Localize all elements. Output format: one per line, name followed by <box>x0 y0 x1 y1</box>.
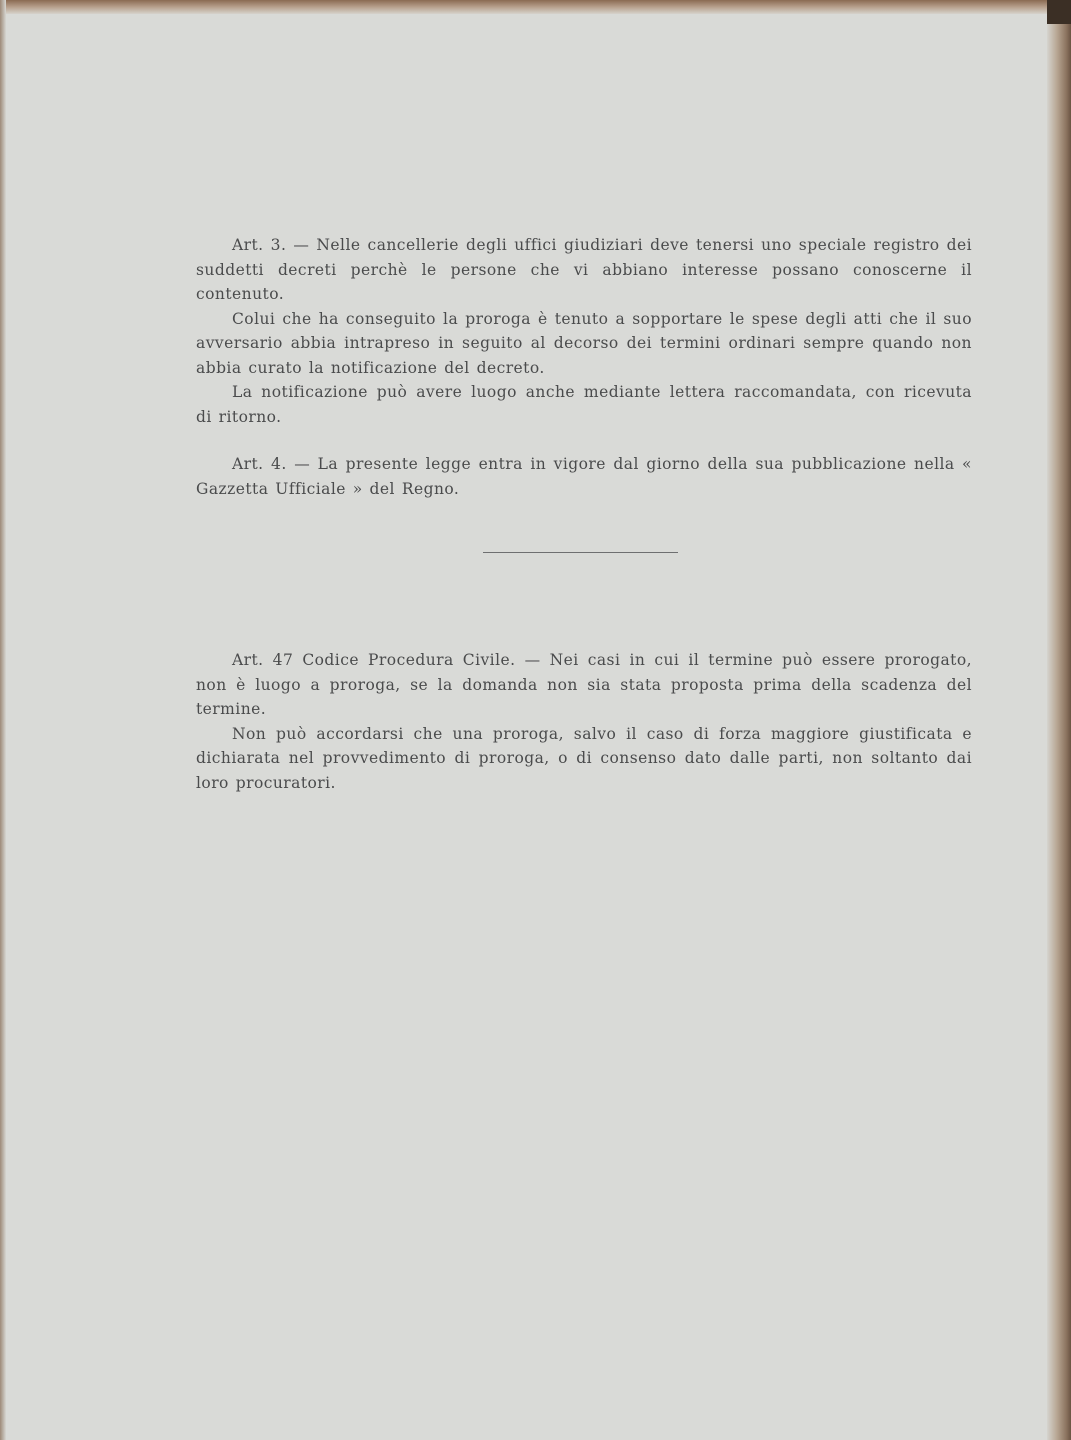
page-top-edge <box>0 0 1071 14</box>
article-3 <box>196 233 972 429</box>
article-47-paragraph-2: Non può accordarsi che una proroga, salvo il caso di forza maggiore giustificata e dichiarata nel provvedimento di proroga, o di consenso dato dalle parti, non soltanto dai loro procuratori. <box>196 724 972 792</box>
article-4-paragraph-1: Art. 4. — La presente legge entra in vigore dal giorno della sua pubblicazione nella « Gazzetta Ufficiale » del Regno. <box>196 455 972 498</box>
article-47-codice-procedura-civile <box>196 648 972 795</box>
article-3-paragraph-1: Art. 3. — Nelle cancellerie degli uffici giudiziari deve tenersi uno speciale registro dei suddetti decreti perchè le persone che vi abbiano interesse possano conoscerne il contenuto. <box>196 236 972 303</box>
page-corner-shadow <box>1047 0 1071 24</box>
article-3-paragraph-2: Colui che ha conseguito la proroga è tenuto a sopportare le spese degli atti che il suo avversario abbia intrapreso in seguito al decorso dei termini ordinari sempre quando non abbia curato la notificazione del decreto. <box>196 309 972 377</box>
article-3-paragraph-3: La notificazione può avere luogo anche mediante lettera raccomandata, con ricevuta di ritorno. <box>196 383 972 426</box>
article-47-paragraph-1: Art. 47 Codice Procedura Civile. — Nei casi in cui il termine può essere prorogato, non è luogo a proroga, se la domanda non sia stata proposta prima della scadenza del termine. <box>196 651 972 718</box>
page-right-edge <box>1047 0 1071 1440</box>
page-left-edge <box>0 0 6 1440</box>
article-4 <box>196 452 972 501</box>
section-divider <box>483 552 678 553</box>
